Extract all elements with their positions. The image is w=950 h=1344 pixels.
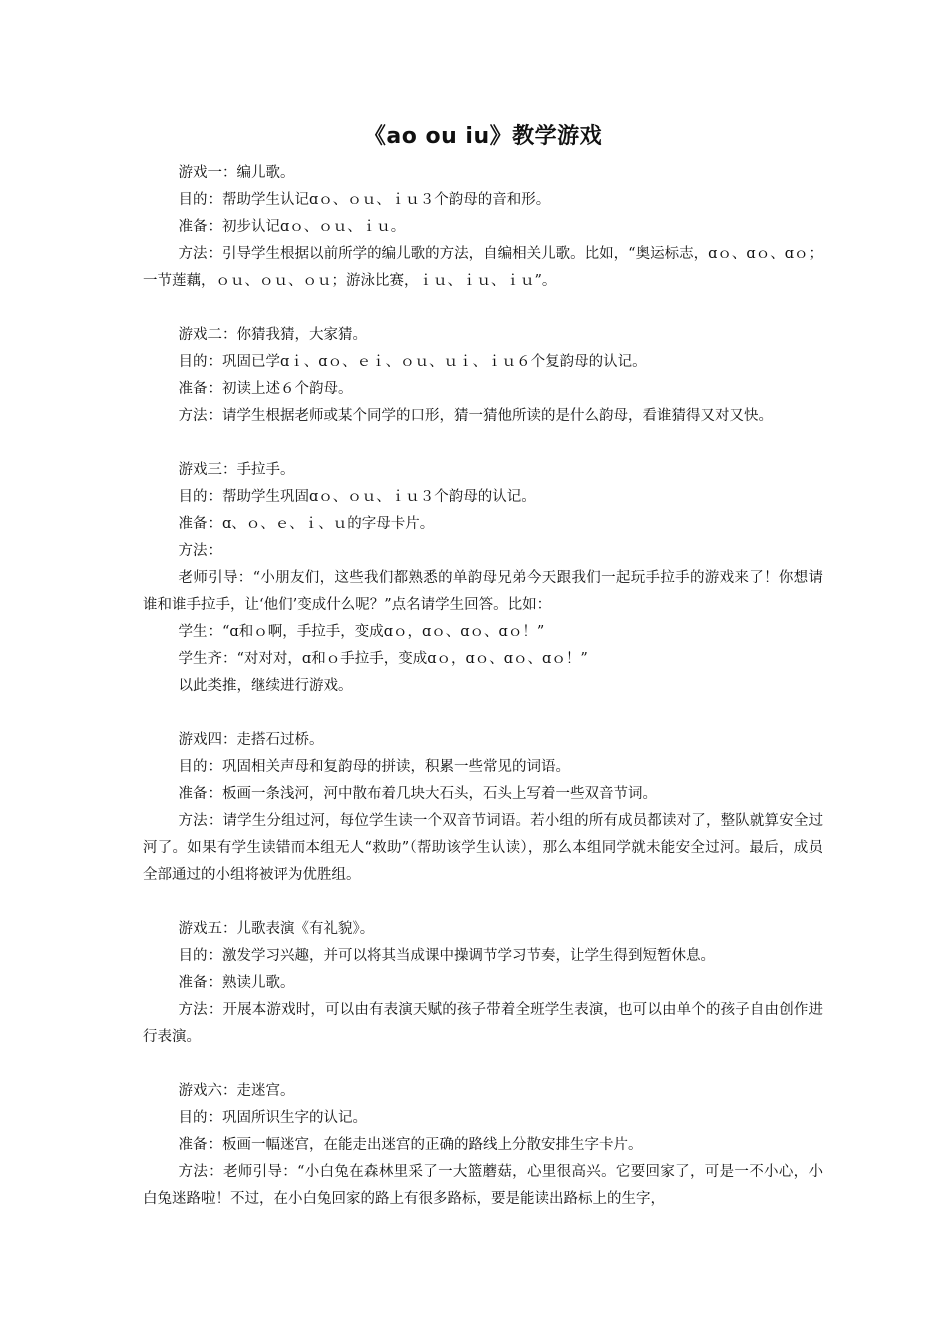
section-line: 方法：请学生根据老师或某个同学的口形，猜一猜他所读的是什么韵母，看谁猜得又对又快。 bbox=[178, 408, 774, 424]
section-line: 准备：初步认记ɑｏ、ｏｕ、ｉｕ。 bbox=[178, 219, 406, 235]
section-heading: 游戏二：你猜我猜，大家猜。 bbox=[178, 327, 368, 343]
section-heading: 游戏五：儿歌表演《有礼貌》。 bbox=[178, 921, 375, 937]
game-section-3 bbox=[143, 457, 823, 700]
section-line: 目的：帮助学生认记ɑｏ、ｏｕ、ｉｕ３个韵母的音和形。 bbox=[178, 192, 551, 208]
section-line: 老师引导：“小朋友们，这些我们都熟悉的单韵母兄弟今天跟我们一起玩手拉手的游戏来了！你想请谁和谁手拉手，让‘他们’变成什么呢？”点名请学生回答。比如： bbox=[143, 570, 823, 613]
game-section-2 bbox=[143, 322, 823, 430]
game-section-6 bbox=[143, 1078, 823, 1213]
section-line: 方法：开展本游戏时，可以由有表演天赋的孩子带着全班学生表演，也可以由单个的孩子自由创作进行表演。 bbox=[143, 1002, 823, 1045]
section-line: 方法：老师引导：“小白兔在森林里采了一大篮蘑菇，心里很高兴。它要回家了，可是一不小心，小白兔迷路啦！不过，在小白兔回家的路上有很多路标，要是能读出路标上的生字， bbox=[143, 1164, 823, 1207]
game-section-5 bbox=[143, 916, 823, 1051]
section-line: 方法： bbox=[178, 543, 223, 559]
section-line: 准备：板画一条浅河，河中散布着几块大石头，石头上写着一些双音节词。 bbox=[178, 786, 658, 802]
section-line: 准备：板画一幅迷宫，在能走出迷宫的正确的路线上分散安排生字卡片。 bbox=[178, 1137, 643, 1153]
section-line: 准备：ɑ、ｏ、ｅ、ｉ、ｕ的字母卡片。 bbox=[178, 516, 435, 532]
document-page bbox=[143, 120, 823, 1240]
game-section-4 bbox=[143, 727, 823, 889]
section-line: 准备：熟读儿歌。 bbox=[178, 975, 295, 991]
section-heading: 游戏六：走迷宫。 bbox=[178, 1083, 295, 1099]
section-heading: 游戏一：编儿歌。 bbox=[178, 165, 295, 181]
document-title: 《ao ou iu》教学游戏 bbox=[363, 124, 603, 149]
section-line: 学生齐：“对对对，ɑ和ｏ手拉手，变成ɑｏ，ɑｏ、ɑｏ、ɑｏ！” bbox=[178, 651, 588, 667]
section-heading: 游戏四：走搭石过桥。 bbox=[178, 732, 324, 748]
game-section-1 bbox=[143, 160, 823, 295]
section-line: 准备：初读上述６个韵母。 bbox=[178, 381, 353, 397]
section-line: 学生：“ɑ和ｏ啊，手拉手，变成ɑｏ，ɑｏ、ɑｏ、ɑｏ！” bbox=[178, 624, 545, 640]
section-heading: 游戏三：手拉手。 bbox=[178, 462, 295, 478]
section-line: 目的：巩固相关声母和复韵母的拼读，积累一些常见的词语。 bbox=[178, 759, 571, 775]
section-line: 目的：激发学习兴趣，并可以将其当成课中操调节学习节奏，让学生得到短暂休息。 bbox=[178, 948, 716, 964]
section-line: 目的：巩固所识生字的认记。 bbox=[178, 1110, 368, 1126]
section-line: 方法：引导学生根据以前所学的编儿歌的方法，自编相关儿歌。比如，“奥运标志，ɑｏ、ɑｏ、ɑｏ；一节莲藕，ｏｕ、ｏｕ、ｏｕ；游泳比赛，ｉｕ、ｉｕ、ｉｕ”。 bbox=[143, 246, 823, 289]
section-line: 以此类推，继续进行游戏。 bbox=[178, 678, 353, 694]
section-line: 目的：巩固已学ɑｉ、ɑｏ、ｅｉ、ｏｕ、ｕｉ、ｉｕ６个复韵母的认记。 bbox=[178, 354, 647, 370]
section-line: 目的：帮助学生巩固ɑｏ、ｏｕ、ｉｕ３个韵母的认记。 bbox=[178, 489, 536, 505]
section-line: 方法：请学生分组过河，每位学生读一个双音节词语。若小组的所有成员都读对了，整队就算安全过河了。如果有学生读错而本组无人“救助”（帮助该学生认读），那么本组同学就未能安全过河。最后，成员全部通过的小组将被评为优胜组。 bbox=[143, 813, 823, 883]
